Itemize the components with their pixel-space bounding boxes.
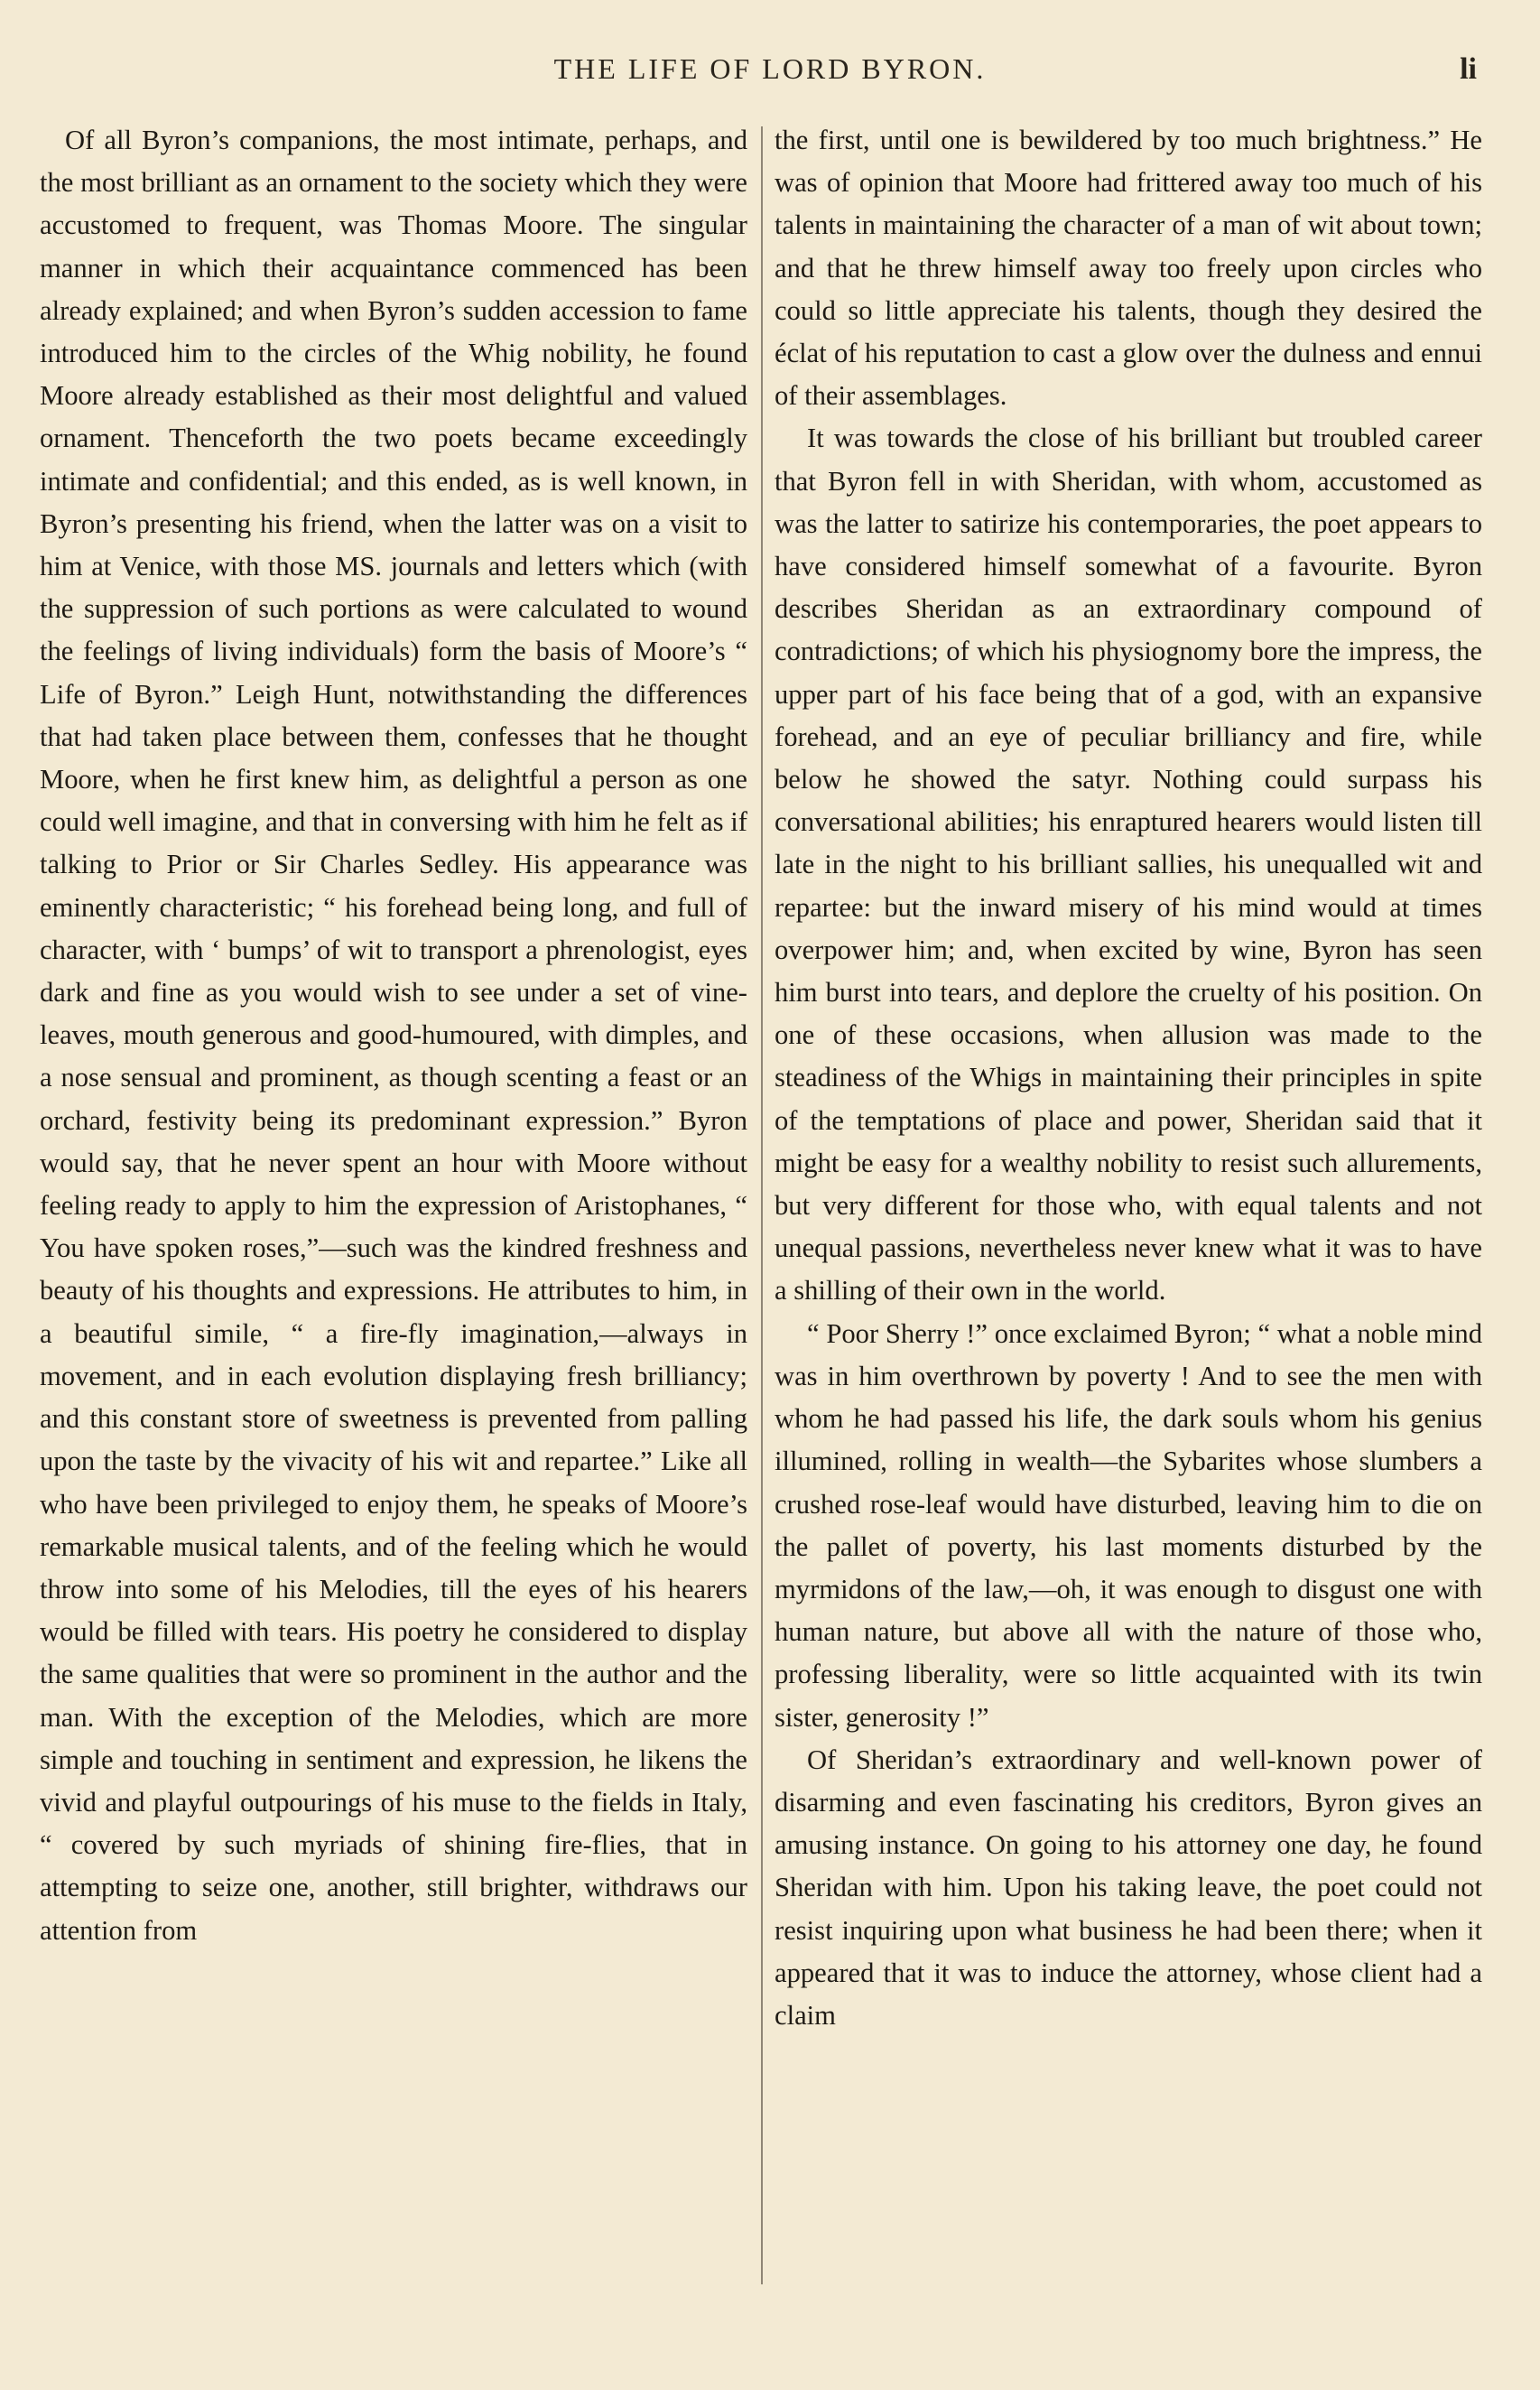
page-number: li: [1460, 52, 1477, 86]
page-header: [36, 52, 1504, 98]
right-column: [775, 119, 1482, 2286]
running-title: THE LIFE OF LORD BYRON.: [553, 52, 987, 85]
paragraph-moore: Of all Byron’s companions, the most intimate, perhaps, and the most brilliant as an ornament to the society which they were accustomed to frequent, was Thomas Moore. The singular manner in which their acquaintance commenced has been already explained; and when Byron’s sudden accession to fame introduced him to the circles of the Whig nobility, he found Moore already established as their most delightful and valued ornament. Thenceforth the two poets became exceedingly intimate and confidential; and this ended, as is well known, in Byron’s presenting his friend, when the latter was on a visit to him at Venice, with those MS. journals and letters which (with the suppression of such portions as were calculated to wound the feelings of living individuals) form the basis of Moore’s “ Life of Byron.” Leigh Hunt, notwithstanding the differences that had taken place between them, confesses that he thought Moore, when he first knew him, as delightful a person as one could well imagine, and that in conversing with him he felt as if talking to Prior or Sir Charles Sedley. His appearance was eminently characteristic; “ his forehead being long, and full of character, with ‘ bumps’ of wit to transport a phrenologist, eyes dark and fine as you would wish to see under a set of vine-leaves, mouth generous and good-humoured, with dimples, and a nose sensual and prominent, as though scenting a feast or an orchard, festivity being its predominant expression.” Byron would say, that he never spent an hour with Moore without feeling ready to apply to him the expression of Aristophanes, “ You have spoken roses,”—such was the kindred freshness and beauty of his thoughts and expressions. He attributes to him, in a beautiful simile, “ a fire-fly imagination,—always in movement, and in each evolution displaying fresh brilliancy; and this constant store of sweetness is prevented from palling upon the taste by the vivacity of his wit and repartee.” Like all who have been privileged to enjoy them, he speaks of Moore’s remarkable musical talents, and of the feeling which he would throw into some of his Melodies, till the eyes of his hearers would be filled with tears. His poetry he considered to display the same qualities that were so prominent in the author and the man. With the exception of the Melodies, which are more simple and touching in sentiment and expression, he likens the vivid and playful outpourings of his muse to the fields in Italy, “ covered by such myriads of shining fire-flies, that in attempting to seize one, another, still brighter, withdraws our attention from: [40, 125, 747, 1946]
paragraph-poor-sherry: “ Poor Sherry !” once exclaimed Byron; “ what a noble mind was in him overthrown by poverty ! And to see the men with whom he had passed his life, the dark souls whom his genius illumined, rolling in wealth—the Sybarites whose slumbers a crushed rose-leaf would have disturbed, leaving him to die on the pallet of poverty, his last moments disturbed by the myrmidons of the law,—oh, it was enough to disgust one with human nature, but above all with the nature of those who, professing liberality, were so little acquainted with its twin sister, generosity !”: [775, 1317, 1482, 1733]
paragraph-creditors: Of Sheridan’s extraordinary and well-known power of disarming and even fascinating his creditors, Byron gives an amusing instance. On going to his attorney one day, he found Sheridan with him. Upon his taking leave, the poet could not resist inquiring upon what business he had been there; when it appeared that it was to induce the attorney, whose client had a claim: [775, 1744, 1482, 2031]
left-column: [40, 119, 747, 2286]
paragraph-sheridan: It was towards the close of his brilliant but troubled career that Byron fell in with Sheridan, with whom, accustomed as was the latter to satirize his contemporaries, the poet appears to have considered himself somewhat of a favourite. Byron describes Sheridan as an extraordinary compound of contradictions; of which his physiognomy bore the impress, the upper part of his face being that of a god, with an expansive forehead, and an eye of peculiar brilliancy and fire, while below he showed the satyr. Nothing could surpass his conversational abilities; his enraptured hearers would listen till late in the night to his brilliant sallies, his unequalled wit and repartee: but the inward misery of his mind would at times overpower him; and, when excited by wine, Byron has seen him burst into tears, and deplore the cruelty of his position. On one of these occasions, when allusion was made to the steadiness of the Whigs in maintaining their principles in spite of the temptations of place and power, Sheridan said that it might be easy for a wealthy nobility to resist such allurements, but very different for those who, with equal talents and not unequal passions, nevertheless never knew what it was to have a shilling of their own in the world.: [775, 423, 1482, 1307]
paragraph-continuation: the first, until one is bewildered by too much brightness.” He was of opinion that Moore had frittered away too much of his talents in maintaining the character of a man of wit about town; and that he threw himself away too freely upon circles who could so little appreciate his talents, though they desired the éclat of his reputation to cast a glow over the dulness and ennui of their assemblages.: [775, 125, 1482, 412]
column-divider: [761, 126, 763, 2284]
